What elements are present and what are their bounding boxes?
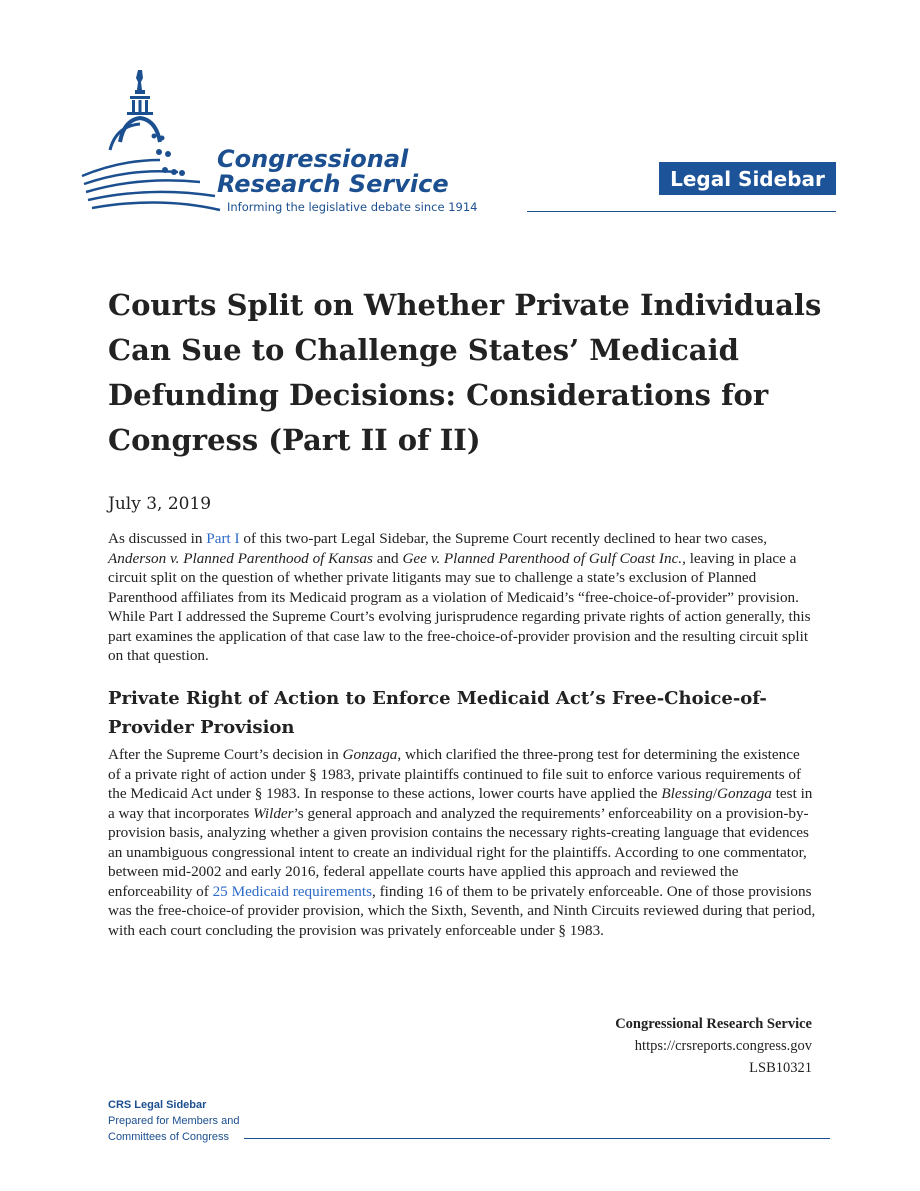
- text-run: , finding 16 of them to be privately enforceable. One of those provisions was the free-choice-of provider provision, which the Sixth, Seventh, and Ninth Circuits reviewed during that period, with each court concluding the provision was privately enforceable under § 1983.: [108, 882, 816, 939]
- text-run: test in a way that incorporates: [108, 785, 813, 822]
- body-paragraph: [108, 745, 816, 940]
- text-run: ’s general approach and analyzed the requirements’ enforceability on a provision-by-provision basis, analyzing whether a given provision contains the necessary rights-creating language that evidences an unambiguous congressional intent to create an individual right for the plaintiffs. According to one commentator, between mid-2002 and early 2016, federal appellate courts have applied this approach and reviewed the enforceability of: [108, 804, 809, 900]
- footer-org: Congressional Research Service: [615, 1016, 812, 1032]
- legal-sidebar-badge: Legal Sidebar: [659, 162, 836, 195]
- case-name: Gee v. Planned Parenthood of Gulf Coast Inc.: [402, 549, 683, 567]
- publication-date: July 3, 2019: [108, 494, 212, 514]
- medicaid-requirements-link[interactable]: 25 Medicaid requirements: [212, 882, 372, 900]
- text-run: , leaving in place a circuit split on the question of whether private litigants may sue to challenge a state’s exclusion of Planned Parenthood affiliates from its Medicaid program as a violation of Medicaid’s “free-choice-of-provider” provision. While Part I addressed the Supreme Court’s evolving jurisprudence regarding private rights of action generally, this part examines the application of that case law to the free-choice-of-provider provision and the resulting circuit split on that question.: [108, 549, 811, 664]
- footer-doc-id: LSB10321: [749, 1060, 812, 1076]
- header-divider: [527, 211, 836, 212]
- part-one-link[interactable]: Part I: [206, 530, 240, 547]
- intro-paragraph: [108, 529, 816, 666]
- footer-info: [615, 1013, 812, 1079]
- footer-divider: [244, 1138, 830, 1139]
- org-tagline: Informing the legislative debate since 1914: [227, 200, 478, 214]
- footer-series-title: CRS Legal Sidebar: [108, 1099, 207, 1111]
- footer-url[interactable]: https://crsreports.congress.gov: [634, 1038, 812, 1054]
- page-title: Courts Split on Whether Private Individuals Can Sue to Challenge States’ Medicaid Defunding Decisions: Considerations for Congress (Part II of II): [108, 288, 822, 457]
- text-run: As discussed in: [108, 530, 207, 547]
- text-run: /: [712, 785, 718, 802]
- case-name: Blessing: [661, 785, 713, 802]
- text-run: , which clarified the three-prong test for determining the existence of a private right of action under § 1983, private plaintiffs continued to file suit to enforce various requirements of the Medicaid Act under § 1983. In response to these actions, lower courts have applied the: [108, 746, 802, 802]
- case-name: Wilder: [253, 804, 294, 822]
- org-wordmark: [217, 147, 449, 197]
- footer-series-line2: Prepared for Members and: [108, 1115, 240, 1127]
- footer-series: [108, 1097, 239, 1145]
- text-run: After the Supreme Court’s decision in: [108, 746, 343, 763]
- case-name: Gonzaga: [717, 785, 772, 802]
- org-name-line1: Congressional: [217, 145, 409, 173]
- footer-series-line3: Committees of Congress: [108, 1131, 230, 1143]
- org-name-line2: Research Service: [217, 170, 449, 198]
- capitol-dome-icon: [80, 64, 225, 214]
- text-run: of this two-part Legal Sidebar, the Supreme Court recently declined to hear two cases,: [239, 530, 768, 547]
- section-heading: Private Right of Action to Enforce Medicaid Act’s Free-Choice-of-Provider Provision: [108, 688, 767, 738]
- case-name: Gonzaga: [342, 746, 398, 763]
- case-name: Anderson v. Planned Parenthood of Kansas: [108, 549, 373, 567]
- text-run: and: [372, 549, 403, 567]
